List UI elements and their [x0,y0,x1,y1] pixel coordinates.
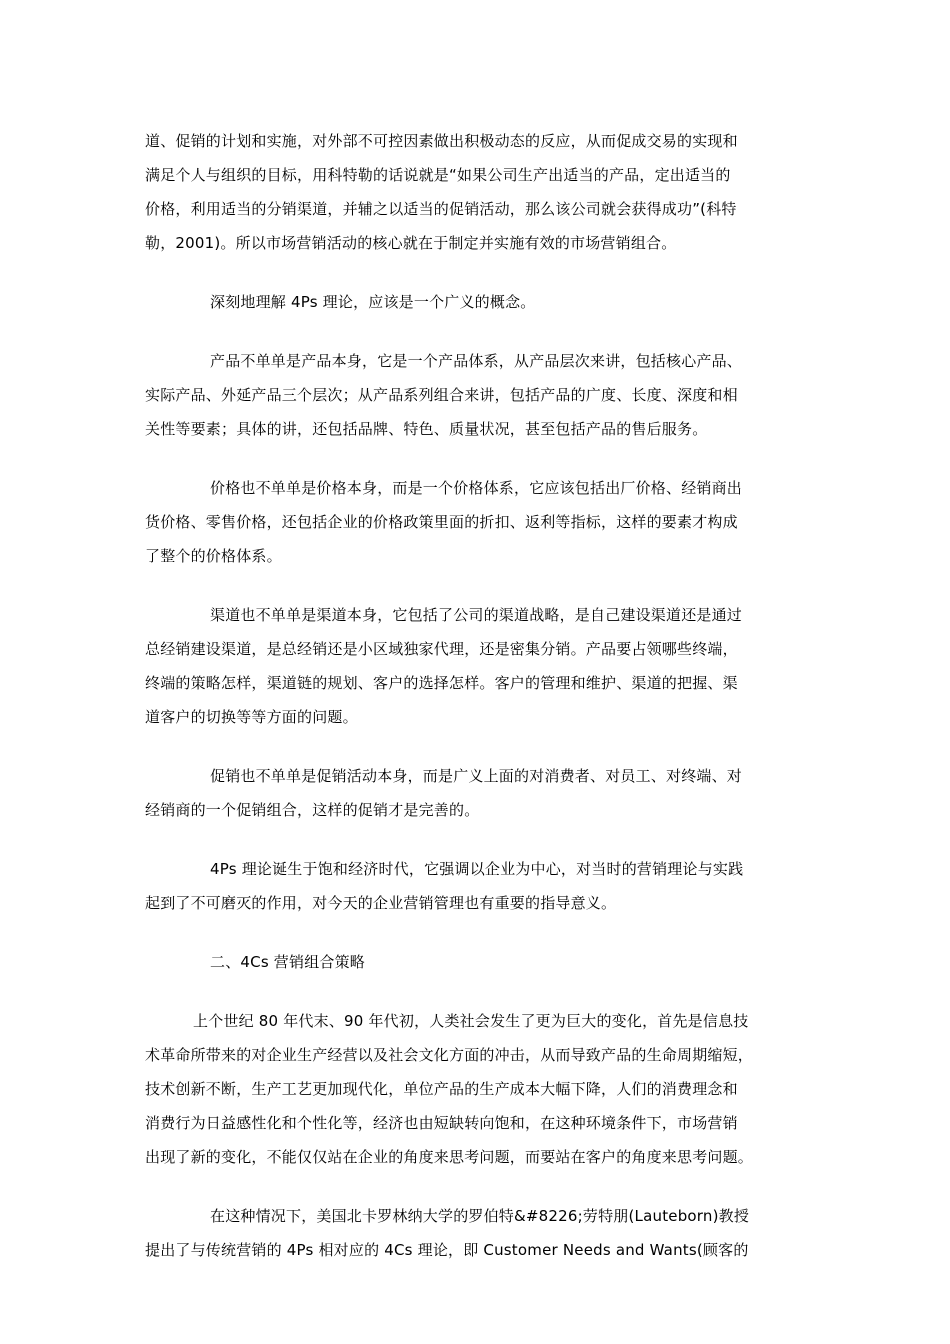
text-line: 促销也不单单是促销活动本身，而是广义上面的对消费者、对员工、对终端、对 [210,767,743,785]
text-line: 道、促销的计划和实施，对外部不可控因素做出积极动态的反应，从而促成交易的实现和 [145,132,738,150]
paragraph-marketing-mix-definition [145,124,810,260]
document-body [145,124,810,1267]
text-line: 勒，2001)。所以市场营销活动的核心就在于制定并实施有效的市场营销组合。 [145,234,677,252]
section-heading-4cs [145,945,810,979]
text-line: 道客户的切换等等方面的问题。 [145,708,358,726]
paragraph-4ps-broad-concept [145,285,810,319]
text-line: 了整个的价格体系。 [145,547,282,565]
paragraph-4ps-era [145,852,810,920]
text-line: 在这种情况下，美国北卡罗林纳大学的罗伯特&#8226;劳特朋(Lauteborn)教授 [210,1207,750,1225]
text-line: 价格也不单单是价格本身，而是一个价格体系，它应该包括出厂价格、经销商出 [210,479,743,497]
text-line: 4Ps 理论诞生于饱和经济时代，它强调以企业为中心，对当时的营销理论与实践 [210,860,744,878]
text-line: 产品不单单是产品本身，它是一个产品体系，从产品层次来讲，包括核心产品、 [210,352,743,370]
paragraph-product [145,344,810,446]
text-line: 终端的策略怎样，渠道链的规划、客户的选择怎样。客户的管理和维护、渠道的把握、渠 [145,674,738,692]
text-line: 满足个人与组织的目标，用科特勒的话说就是“如果公司生产出适当的产品，定出适当的 [145,166,731,184]
text-line: 出现了新的变化，不能仅仅站在企业的角度来思考问题，而要站在客户的角度来思考问题。 [145,1148,754,1166]
text-line: 消费行为日益感性化和个性化等，经济也由短缺转向饱和，在这种环境条件下，市场营销 [145,1114,738,1132]
text-line: 术革命所带来的对企业生产经营以及社会文化方面的冲击，从而导致产品的生命周期缩短， [145,1046,754,1064]
text-line: 技术创新不断，生产工艺更加现代化，单位产品的生产成本大幅下降，人们的消费理念和 [145,1080,738,1098]
text-line: 上个世纪 80 年代末、90 年代初，人类社会发生了更为巨大的变化，首先是信息技 [193,1012,749,1030]
text-line: 总经销建设渠道，是总经销还是小区域独家代理，还是密集分销。产品要占领哪些终端， [145,640,738,658]
text-line: 关性等要素；具体的讲，还包括品牌、特色、质量状况，甚至包括产品的售后服务。 [145,420,708,438]
text-line: 经销商的一个促销组合，这样的促销才是完善的。 [145,801,480,819]
text-line: 二、4Cs 营销组合策略 [210,953,366,971]
text-line: 价格，利用适当的分销渠道，并辅之以适当的促销活动，那么该公司就会获得成功”(科特 [145,200,737,218]
text-line: 深刻地理解 4Ps 理论，应该是一个广义的概念。 [210,293,536,311]
text-line: 起到了不可磨灭的作用，对今天的企业营销管理也有重要的指导意义。 [145,894,617,912]
text-line: 渠道也不单单是渠道本身，它包括了公司的渠道战略，是自己建设渠道还是通过 [210,606,743,624]
paragraph-price [145,471,810,573]
paragraph-late-80s-changes [145,1004,810,1174]
paragraph-channel [145,598,810,734]
text-line: 货价格、零售价格，还包括企业的价格政策里面的折扣、返利等指标，这样的要素才构成 [145,513,738,531]
text-line: 提出了与传统营销的 4Ps 相对应的 4Cs 理论，即 Customer Needs and Wants(顾客的 [145,1241,749,1259]
text-line: 实际产品、外延产品三个层次；从产品系列组合来讲，包括产品的广度、长度、深度和相 [145,386,738,404]
paragraph-promotion [145,759,810,827]
paragraph-lauteborn-4cs [145,1199,810,1267]
